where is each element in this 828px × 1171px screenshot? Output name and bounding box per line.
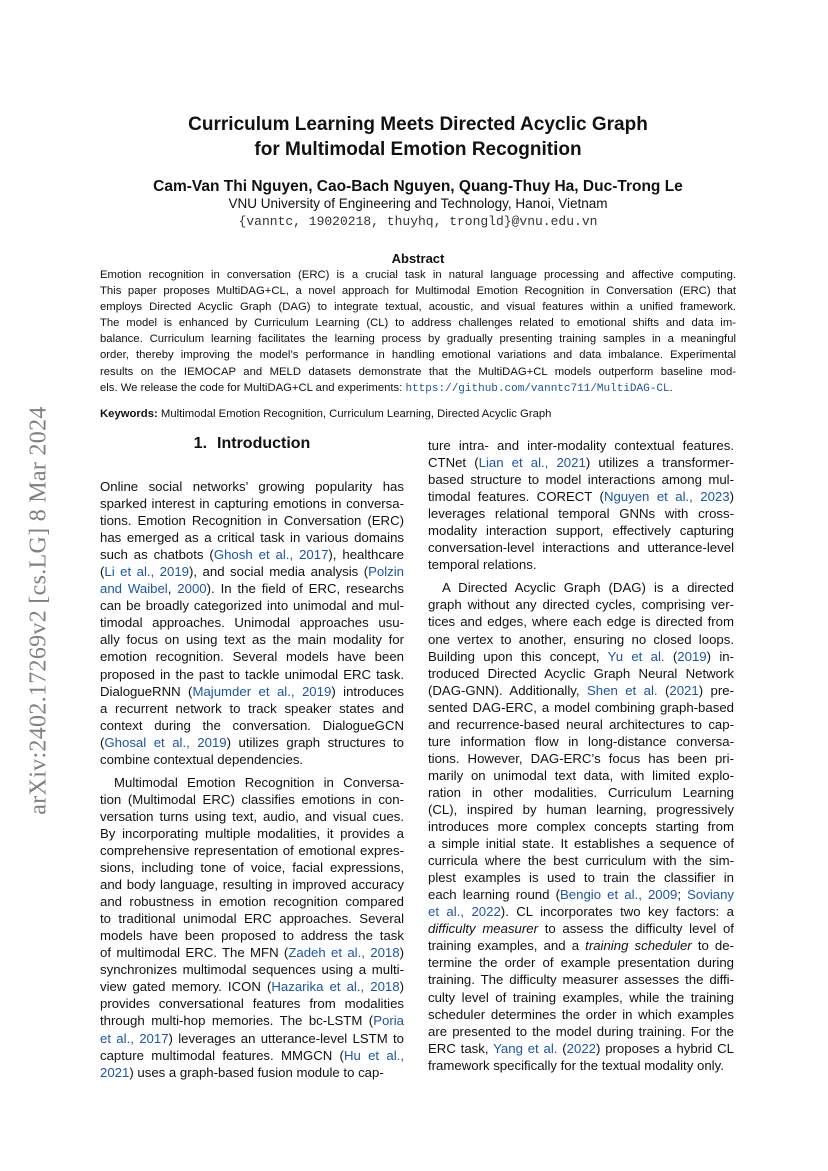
text-run: curricula where the best curriculum with the sim- [428, 853, 734, 869]
text-run: ) utilizes a transformer- [585, 455, 734, 471]
citation-link[interactable]: et al., 2017 [100, 1030, 169, 1046]
emphasized-text: difficulty measurer [428, 921, 539, 937]
text-line [100, 563, 404, 580]
citation-link[interactable]: Polzin [368, 564, 405, 580]
text-line [428, 665, 734, 682]
text-line [428, 852, 734, 869]
citation-link[interactable]: Li et al., 2019 [104, 564, 190, 580]
keywords-line [100, 406, 736, 422]
text-run: emotion recognition. Several models have been [100, 649, 404, 665]
text-line [100, 717, 404, 734]
citation-link[interactable]: Lian et al., 2021 [478, 455, 586, 471]
text-run: Multimodal Emotion Recognition in Conversa- [114, 774, 404, 790]
text-run: comprehensive representation of emotional expres- [100, 842, 404, 858]
citation-link[interactable]: Ghosh et al., 2017 [213, 547, 329, 563]
text-line [428, 818, 734, 835]
text-run: temporal relations. [428, 557, 537, 573]
text-run: to de- [691, 938, 734, 954]
text-run: are presented to the model during training. For the [428, 1023, 734, 1039]
text-line [428, 522, 734, 539]
text-line [428, 801, 734, 818]
abstract-line: balance. Curriculum learning facilitates the learning process by gradually presenting training samples in a meaningful [100, 333, 736, 346]
text-line [100, 927, 404, 944]
citation-link[interactable]: 2022 [566, 1040, 596, 1056]
text-run: introduces more complex concepts starting from [428, 819, 734, 835]
text-run: Building upon this concept, [428, 648, 608, 664]
citation-link[interactable]: Ghosal et al., 2019 [104, 734, 227, 750]
text-line [100, 774, 404, 791]
abstract-line: employs Directed Acyclic Graph (DAG) to integrate textual, acoustic, and visual features within a unified framework. [100, 301, 736, 314]
text-line [428, 471, 734, 488]
text-line [428, 1040, 734, 1057]
citation-link[interactable]: 2000 [177, 581, 207, 597]
text-line [100, 751, 404, 768]
text-run: sparked interest in capturing emotions in conversa- [100, 496, 404, 512]
text-run: timodal approaches. Unimodal approaches usu- [100, 615, 404, 631]
text-line [428, 631, 734, 648]
text-run: proposed in the past to tackle unimodal ERC task. [100, 666, 404, 682]
text-line [100, 944, 404, 961]
text-run: based structure to model interactions among mul- [428, 472, 734, 488]
text-run: of multimodal ERC. The MFN ( [100, 945, 289, 961]
text-run: such as chatbots ( [100, 547, 214, 563]
section-number: 1. [193, 435, 208, 452]
title-line-2: for Multimodal Emotion Recognition [254, 139, 582, 160]
text-run: sented DAG-ERC, a model combining graph-based [428, 699, 734, 715]
text-line [428, 1023, 734, 1040]
text-line [428, 937, 734, 954]
text-line [428, 869, 734, 886]
text-run: ). In the field of ERC, researchs [206, 581, 404, 597]
citation-link[interactable]: Poria [373, 1013, 404, 1029]
text-run: each learning round ( [428, 887, 560, 903]
text-run: and body language, resulting in improved accuracy [100, 877, 404, 893]
affiliation: VNU University of Engineering and Technology, Hanoi, Vietnam [228, 196, 608, 211]
text-run: ; [677, 887, 688, 903]
keywords-text: Multimodal Emotion Recognition, Curriculum Learning, Directed Acyclic Graph [157, 408, 552, 420]
citation-link[interactable]: 2019 [677, 648, 707, 664]
text-line [428, 556, 734, 573]
paragraph [428, 579, 734, 1073]
text-run: tices and edges, where each edge is directed from [428, 614, 734, 630]
citation-link[interactable]: 2021 [100, 1064, 130, 1080]
text-run: to assess the difficulty level of [538, 921, 734, 937]
abstract-line: results on the IEMOCAP and MELD datasets demonstrate that the MultiDAG+CL models outperform baseline mod- [100, 365, 736, 378]
text-line [428, 1006, 734, 1023]
citation-link[interactable]: Soviany [687, 887, 735, 903]
text-line [100, 1030, 404, 1047]
text-run: conversation-level interactions and utterance-level [428, 540, 734, 556]
text-run: ( [657, 682, 670, 698]
text-line [100, 859, 404, 876]
text-line [100, 614, 404, 631]
emphasized-text: training scheduler [585, 938, 692, 954]
text-run: troduced Directed Acyclic Graph Neural Network [428, 665, 734, 681]
text-run: ( [100, 734, 105, 750]
text-line [428, 835, 734, 852]
text-run: tions. However, DAG-ERC’s focus has been pri- [428, 750, 734, 766]
arxiv-identifier-stamp: arXiv:2402.17269v2 [cs.LG] 8 Mar 2024 [25, 405, 52, 815]
text-line [100, 734, 404, 751]
abstract-line: This paper proposes MultiDAG+CL, a novel approach for Multimodal Emotion Recognition in Conversation (ERC) that [100, 285, 736, 298]
text-run: to traditional unimodal ERC approaches. Several [100, 911, 404, 927]
paper-title [100, 112, 736, 162]
text-run: tion (Multimodal ERC) classifies emotions in con- [100, 791, 404, 807]
author-list: Cam-Van Thi Nguyen, Cao-Bach Nguyen, Quang-Thuy Ha, Duc-Trong Le [153, 178, 683, 195]
text-line [428, 699, 734, 716]
abstract-line: Emotion recognition in conversation (ERC) is a crucial task in natural language processing and affective computing. [100, 269, 736, 281]
text-line [100, 978, 404, 995]
text-line [100, 529, 404, 546]
text-run: ture intra- and inter-modality contextual features. [428, 438, 734, 453]
text-line [100, 478, 404, 495]
citation-link[interactable]: Nguyen et al., 2023 [603, 489, 730, 505]
text-run: ) [399, 945, 404, 961]
text-run: provides conversational features from modalities [100, 996, 404, 1012]
text-run: ( [557, 1040, 567, 1056]
text-run: marily on unimodal text data, with limited explo- [428, 767, 734, 783]
text-run: , [167, 581, 178, 597]
text-run: through multi-hop memories. The bc-LSTM ( [100, 1013, 374, 1029]
text-run: ), and social media analysis ( [189, 564, 369, 580]
text-line [428, 437, 734, 454]
author-emails: {vanntc, 19020218, thuyhq, trongld}@vnu.edu.vn [238, 214, 598, 229]
text-run: ) proposes a hybrid CL [596, 1040, 734, 1056]
text-run: ( [100, 564, 105, 580]
text-run: capture multimodal features. MMGCN ( [100, 1047, 344, 1063]
text-run: tions. Emotion Recognition in Conversation (ERC) [100, 513, 404, 529]
text-line [428, 920, 734, 937]
right-column [428, 437, 734, 1074]
text-run: ) uses a graph-based fusion module to cap- [129, 1064, 384, 1080]
abstract-heading: Abstract [391, 251, 445, 266]
text-run: culty level of training examples, while the training [428, 989, 734, 1005]
text-run: modality interaction support, effectively capturing [428, 523, 734, 539]
citation-link[interactable]: Yu et al. [607, 648, 665, 664]
text-line [428, 539, 734, 556]
text-line [428, 1057, 734, 1074]
code-repository-link[interactable]: https://github.com/vanntc711/MultiDAG-CL [405, 382, 670, 395]
text-line [428, 596, 734, 613]
abstract-line: The model is enhanced by Curriculum Learning (CL) to address challenges related to emotional shifts and data im- [100, 317, 736, 330]
text-run: termine the order of example presentation during [428, 955, 734, 971]
citation-link[interactable]: Majumder et al., 2019 [192, 683, 332, 699]
text-run: one vertex to another, ensuring no closed loops. [428, 631, 734, 647]
paragraph [428, 437, 734, 573]
citation-link[interactable]: Bengio et al., 2009 [559, 887, 678, 903]
text-run: and recurrence-based neural architectures to cap- [428, 716, 734, 732]
text-line [100, 825, 404, 842]
text-run: versation turns using text, audio, and visual cues. [100, 808, 404, 824]
text-run: (DAG-GNN). Additionally, [428, 682, 587, 698]
text-run: ERC task, [428, 1040, 494, 1056]
text-line [100, 910, 404, 927]
paragraph [100, 774, 404, 1081]
text-line [428, 682, 734, 699]
text-run: graph without any directed cycles, comprising ver- [428, 597, 734, 613]
abstract-body [100, 267, 736, 397]
text-line [100, 842, 404, 859]
text-run: context during the conversation. DialogueGCN [100, 717, 404, 733]
text-run: ), healthcare [328, 547, 404, 563]
text-line [428, 579, 734, 596]
text-run: ) utilizes graph structures to [226, 734, 404, 750]
citation-link[interactable]: and Waibel [100, 581, 168, 597]
abstract-last-line: els. We release the code for MultiDAG+CL and experiments: https://github.com/vanntc711/MultiDAG-CL. [100, 381, 673, 395]
text-line [428, 767, 734, 784]
text-run: framework specifically for the textual modality only. [428, 1057, 724, 1073]
keywords-label: Keywords: [100, 408, 158, 420]
text-line [428, 733, 734, 750]
text-run: timodal features. CORECT ( [428, 489, 604, 505]
text-line [428, 750, 734, 767]
text-line [428, 716, 734, 733]
title-line-1: Curriculum Learning Meets Directed Acyclic Graph [188, 114, 648, 135]
section-title: Introduction [217, 435, 311, 452]
text-line [428, 903, 734, 920]
text-run: By incorporating multiple modalities, it provides a [100, 825, 404, 841]
text-line [100, 597, 404, 614]
text-line [100, 1012, 404, 1029]
text-run: CTNet ( [428, 455, 479, 471]
text-line [100, 580, 404, 597]
abstract-line: order, thereby improving the model’s performance in handling emotional variations and data imbalance. Experimental [100, 349, 736, 362]
text-run: DialogueRNN ( [100, 683, 193, 699]
paragraph [100, 478, 404, 768]
text-line [428, 954, 734, 971]
text-run: plest examples is used to train the classifier in [428, 870, 734, 886]
text-line [100, 995, 404, 1012]
text-run: ) in- [706, 648, 734, 664]
text-run: (CL), inspired by human learning, progressively [428, 801, 734, 817]
text-run: ) [729, 489, 734, 505]
text-run: ( [664, 648, 678, 664]
text-run: leverages relational temporal GNNs with cross- [428, 506, 734, 522]
text-line [100, 893, 404, 910]
text-line [100, 1047, 404, 1064]
text-run: ) leverages an utterance-level LSTM to [168, 1030, 404, 1046]
text-line [428, 454, 734, 471]
text-line [100, 700, 404, 717]
text-line [100, 791, 404, 808]
text-line [428, 886, 734, 903]
text-run: A Directed Acyclic Graph (DAG) is a directed [442, 580, 734, 596]
text-run: ) introduces [331, 683, 404, 699]
text-line [100, 1064, 404, 1081]
text-line [428, 648, 734, 665]
text-line [100, 512, 404, 529]
text-line [100, 683, 404, 700]
text-run: scheduler determines the order in which examples [428, 1006, 734, 1022]
text-line [100, 876, 404, 893]
text-line [100, 648, 404, 665]
text-run: ture information flow in long-distance conversa- [428, 733, 734, 749]
text-line [428, 488, 734, 505]
text-run: combine contextual dependencies. [100, 751, 304, 767]
text-line [428, 989, 734, 1006]
citation-link[interactable]: et al., 2022 [428, 904, 501, 920]
text-run: ally focus on using text as the main modality for [100, 632, 404, 648]
text-run: ) [399, 979, 404, 995]
text-run: view gated memory. ICON ( [100, 979, 272, 995]
text-line [428, 505, 734, 522]
citation-link[interactable]: 2021 [669, 682, 699, 698]
text-run: a recurrent network to track speaker states and [100, 700, 404, 716]
text-run: a simple initial state. It establishes a sequence of [428, 836, 734, 852]
text-run: Online social networks’ growing popularity has [100, 479, 404, 494]
citation-link[interactable]: Yang et al. [493, 1040, 558, 1056]
text-run: and robustness in emotion recognition compared [100, 894, 404, 910]
text-run: sions, including tone of voice, facial expressions, [100, 860, 404, 876]
text-line [100, 808, 404, 825]
text-run: ration in other modalities. Curriculum Learning [428, 784, 734, 800]
text-line [428, 971, 734, 988]
citation-link[interactable]: Hu et al., [343, 1047, 404, 1063]
text-run: has emerged as a critical task in various domains [100, 530, 404, 546]
citation-link[interactable]: Shen et al. [586, 682, 658, 698]
text-run: can be broadly categorized into unimodal and mul- [100, 598, 404, 614]
left-column [100, 478, 404, 1081]
text-run: synchronizes multimodal sequences using a multi- [100, 962, 404, 978]
text-run: models have been proposed to address the task [100, 928, 404, 944]
citation-link[interactable]: Zadeh et al., 2018 [288, 945, 400, 961]
text-line [100, 495, 404, 512]
text-line [100, 546, 404, 563]
text-line [100, 666, 404, 683]
text-run: ) pre- [698, 682, 735, 698]
text-line [428, 784, 734, 801]
text-line [100, 961, 404, 978]
citation-link[interactable]: Hazarika et al., 2018 [271, 979, 400, 995]
text-line [100, 631, 404, 648]
section-heading-introduction [100, 434, 404, 454]
text-run: training. The difficulty measurer assesses the diffi- [428, 972, 734, 988]
text-run: training examples, and a [428, 938, 586, 954]
text-line [428, 613, 734, 630]
text-run: ). CL incorporates two key factors: a [500, 904, 734, 920]
